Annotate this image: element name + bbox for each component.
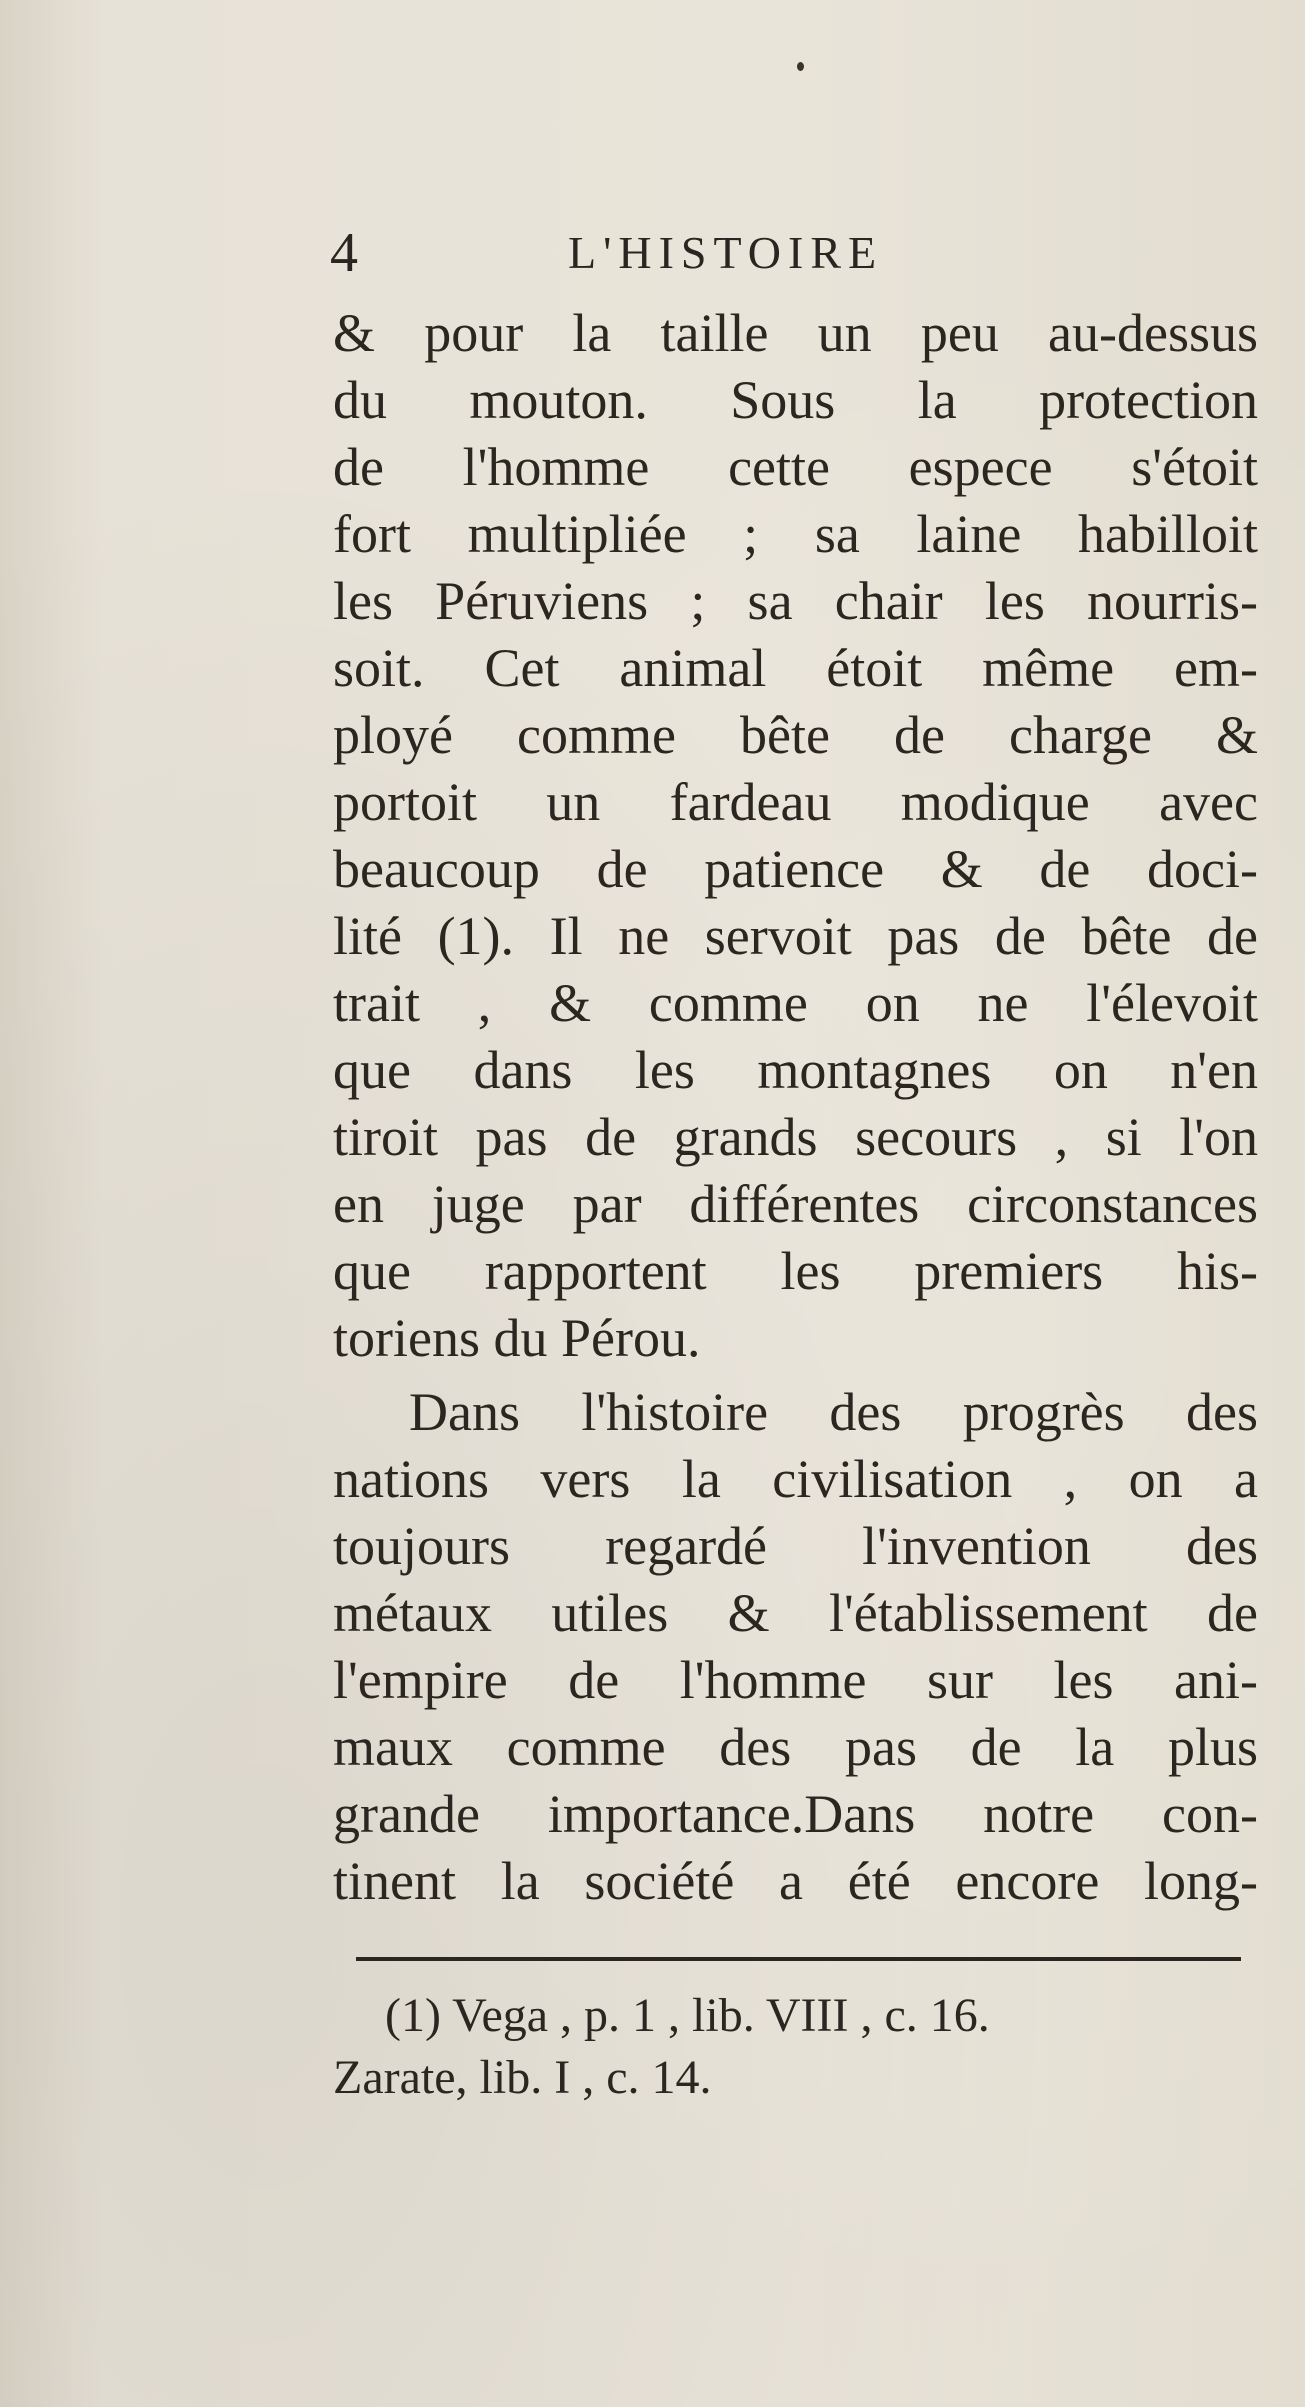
text-line: maux comme des pas de la plus (333, 1717, 1258, 1777)
text-line: nations vers la civilisation , on a (333, 1449, 1258, 1509)
text-line: lité (1). Il ne servoit pas de bête de (333, 906, 1258, 966)
text-line: beaucoup de patience & de doci- (333, 839, 1258, 899)
page-header (330, 218, 1030, 288)
text-line: Dans l'histoire des progrès des (409, 1382, 1258, 1442)
text-line: fort multipliée ; sa laine habilloit (333, 504, 1258, 564)
text-line: ployé comme bête de charge & (333, 705, 1258, 765)
text-line: les Péruviens ; sa chair les nourris- (333, 571, 1258, 631)
text-line: du mouton. Sous la protection (333, 370, 1258, 430)
text-line: tiroit pas de grands secours , si l'on (333, 1107, 1258, 1167)
body-text (333, 300, 1258, 1915)
ink-speck (797, 62, 804, 71)
text-line: que rapportent les premiers his- (333, 1241, 1258, 1301)
text-line: toujours regardé l'invention des (333, 1516, 1258, 1576)
text-line: grande importance.Dans notre con- (333, 1784, 1258, 1844)
footnote-rule (356, 1957, 1241, 1961)
page-number: 4 (330, 222, 358, 284)
text-line: trait , & comme on ne l'élevoit (333, 973, 1258, 1033)
text-line: de l'homme cette espece s'étoit (333, 437, 1258, 497)
text-line: & pour la taille un peu au-dessus (333, 303, 1258, 363)
text-line: toriens du Pérou. (333, 1308, 701, 1368)
text-line: en juge par différentes circonstances (333, 1174, 1258, 1234)
footnotes (333, 1985, 1258, 2109)
text-line: portoit un fardeau modique avec (333, 772, 1258, 832)
text-line: que dans les montagnes on n'en (333, 1040, 1258, 1100)
paragraph-gap (333, 1372, 1258, 1379)
text-line: métaux utiles & l'établissement de (333, 1583, 1258, 1643)
text-line: soit. Cet animal étoit même em- (333, 638, 1258, 698)
text-line: l'empire de l'homme sur les ani- (333, 1650, 1258, 1710)
footnote-line: Zarate, lib. I , c. 14. (333, 2051, 712, 2104)
running-title: L'HISTOIRE (568, 227, 884, 278)
footnote-line: (1) Vega , p. 1 , lib. VIII , c. 16. (385, 1989, 990, 2042)
text-line: tinent la société a été encore long- (333, 1851, 1258, 1911)
